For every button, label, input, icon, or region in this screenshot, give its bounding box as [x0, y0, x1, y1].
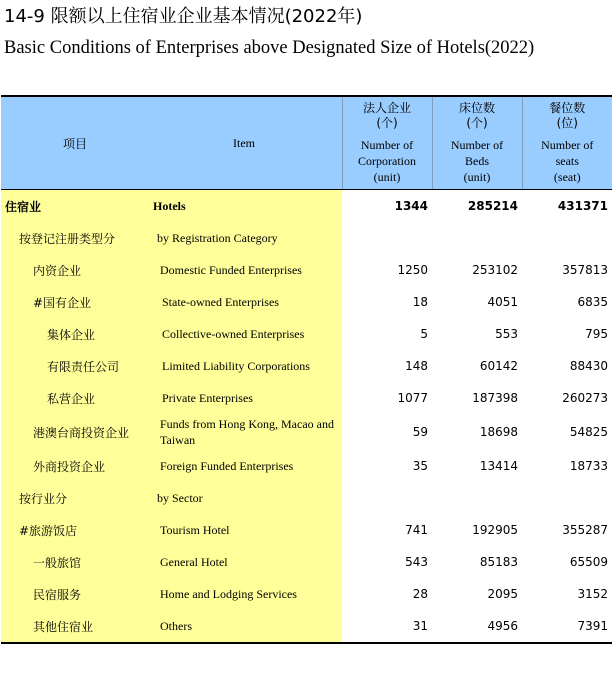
header-seats-cn: 餐位数	[549, 101, 586, 115]
value-beds: 253102	[432, 254, 522, 286]
table-row	[1, 450, 612, 482]
table-header-row	[1, 96, 612, 190]
value-beds	[432, 482, 522, 514]
header-seats-en: Number of seats (seat)	[541, 138, 594, 184]
header-corporation-en: Number of Corporation (unit)	[358, 138, 416, 184]
value-beds: 4956	[432, 610, 522, 643]
value-seats: 88430	[522, 350, 612, 382]
row-label-cn: 有限责任公司	[1, 350, 153, 382]
item-header-english: Item	[153, 96, 342, 190]
row-label-cn: 其他住宿业	[1, 610, 153, 643]
row-label-en: Others	[153, 610, 342, 643]
value-corporation: 18	[342, 286, 432, 318]
row-label-en: Limited Liability Corporations	[153, 350, 342, 382]
value-corporation: 59	[342, 414, 432, 450]
value-corporation: 35	[342, 450, 432, 482]
header-corporation-unit-cn: (个)	[376, 116, 398, 130]
header-beds	[432, 96, 522, 190]
row-label-en: Private Enterprises	[153, 382, 342, 414]
value-corporation: 1077	[342, 382, 432, 414]
table-row	[1, 350, 612, 382]
table-title-chinese: 14-9 限额以上住宿业企业基本情况(2022年)	[4, 6, 363, 27]
table-row	[1, 514, 612, 546]
row-label-en: by Registration Category	[153, 222, 342, 254]
value-seats: 3152	[522, 578, 612, 610]
value-corporation: 1344	[342, 190, 432, 223]
value-corporation: 148	[342, 350, 432, 382]
header-seats	[522, 96, 612, 190]
row-label-cn: #国有企业	[1, 286, 153, 318]
value-seats: 7391	[522, 610, 612, 643]
row-label-en: General Hotel	[153, 546, 342, 578]
value-corporation	[342, 482, 432, 514]
value-beds: 285214	[432, 190, 522, 223]
value-corporation: 28	[342, 578, 432, 610]
row-label-cn: 按行业分	[1, 482, 153, 514]
value-corporation: 31	[342, 610, 432, 643]
value-seats	[522, 222, 612, 254]
value-beds: 192905	[432, 514, 522, 546]
value-seats: 795	[522, 318, 612, 350]
row-label-en: Collective-owned Enterprises	[153, 318, 342, 350]
row-label-en: Funds from Hong Kong, Macao and Taiwan	[153, 414, 342, 450]
value-beds: 18698	[432, 414, 522, 450]
value-beds: 85183	[432, 546, 522, 578]
value-seats: 65509	[522, 546, 612, 578]
row-label-en: Home and Lodging Services	[153, 578, 342, 610]
header-beds-unit-cn: (个)	[466, 116, 488, 130]
row-label-cn: 民宿服务	[1, 578, 153, 610]
row-label-cn: #旅游饭店	[1, 514, 153, 546]
value-seats	[522, 482, 612, 514]
row-label-en: Tourism Hotel	[153, 514, 342, 546]
header-corporation-cn: 法人企业	[362, 101, 411, 115]
header-corporation	[342, 96, 432, 190]
header-beds-cn: 床位数	[458, 101, 495, 115]
table-row	[1, 482, 612, 514]
value-seats: 18733	[522, 450, 612, 482]
value-seats: 54825	[522, 414, 612, 450]
value-seats: 260273	[522, 382, 612, 414]
table-row	[1, 286, 612, 318]
table-row	[1, 578, 612, 610]
header-beds-en: Number of Beds (unit)	[450, 138, 504, 184]
table-row	[1, 318, 612, 350]
value-corporation: 5	[342, 318, 432, 350]
table-row	[1, 190, 612, 223]
value-beds: 187398	[432, 382, 522, 414]
table-row	[1, 414, 612, 450]
table-row	[1, 610, 612, 643]
value-beds: 4051	[432, 286, 522, 318]
row-label-en: Domestic Funded Enterprises	[153, 254, 342, 286]
row-label-en: Hotels	[153, 190, 342, 223]
row-label-cn: 按登记注册类型分	[1, 222, 153, 254]
row-label-cn: 集体企业	[1, 318, 153, 350]
row-label-cn: 私营企业	[1, 382, 153, 414]
table-row	[1, 222, 612, 254]
statistics-table	[1, 95, 612, 644]
value-beds: 13414	[432, 450, 522, 482]
value-beds: 60142	[432, 350, 522, 382]
row-label-cn: 港澳台商投资企业	[1, 414, 153, 450]
value-seats: 6835	[522, 286, 612, 318]
table-row	[1, 546, 612, 578]
table-row	[1, 254, 612, 286]
row-label-en: Foreign Funded Enterprises	[153, 450, 342, 482]
row-label-en: State-owned Enterprises	[153, 286, 342, 318]
row-label-cn: 住宿业	[1, 190, 153, 223]
value-corporation: 543	[342, 546, 432, 578]
row-label-cn: 外商投资企业	[1, 450, 153, 482]
value-corporation	[342, 222, 432, 254]
row-label-en: by Sector	[153, 482, 342, 514]
table-title-english: Basic Conditions of Enterprises above Designated Size of Hotels(2022)	[4, 38, 535, 58]
value-corporation: 1250	[342, 254, 432, 286]
item-header-chinese: 项目	[1, 96, 153, 190]
value-beds	[432, 222, 522, 254]
value-seats: 355287	[522, 514, 612, 546]
row-label-cn: 一般旅馆	[1, 546, 153, 578]
value-corporation: 741	[342, 514, 432, 546]
value-beds: 2095	[432, 578, 522, 610]
value-seats: 431371	[522, 190, 612, 223]
table-row	[1, 382, 612, 414]
value-seats: 357813	[522, 254, 612, 286]
row-label-cn: 内资企业	[1, 254, 153, 286]
header-seats-unit-cn: (位)	[556, 116, 578, 130]
value-beds: 553	[432, 318, 522, 350]
